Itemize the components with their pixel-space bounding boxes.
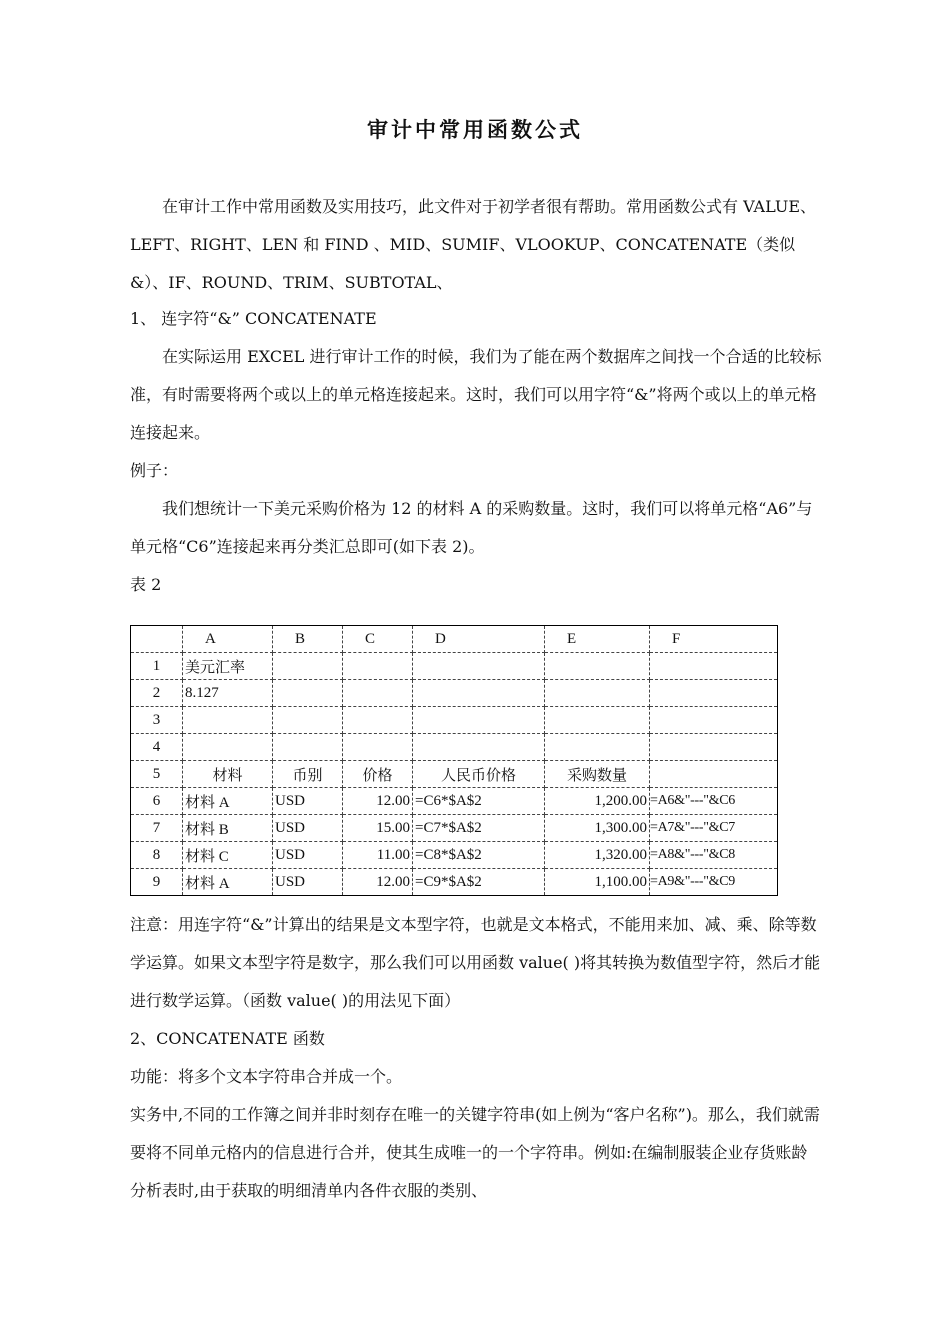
sheet-row	[131, 815, 778, 842]
sheet-cell: 1,320.00	[545, 842, 650, 869]
spreadsheet-table	[130, 625, 778, 896]
sheet-cell: =A8&"---"&C8	[650, 842, 778, 869]
sheet-cell	[545, 680, 650, 707]
sheet-cell: 12.00	[343, 788, 413, 815]
sheet-cell: =C6*$A$2	[413, 788, 545, 815]
sheet-row	[131, 761, 778, 788]
sheet-row	[131, 707, 778, 734]
section1-heading: 1、 连字符“&” CONCATENATE	[130, 309, 377, 328]
page-title: 审计中常用函数公式	[367, 118, 583, 142]
sheet-column-header: C	[343, 626, 413, 653]
sheet-cell	[273, 734, 343, 761]
sheet-cell: 材料 A	[183, 788, 273, 815]
sheet-cell: 材料 C	[183, 842, 273, 869]
sheet-cell	[343, 653, 413, 680]
sheet-cell: 12.00	[343, 869, 413, 896]
sheet-cell: =A6&"---"&C6	[650, 788, 778, 815]
sheet-cell	[650, 761, 778, 788]
sheet-cell	[413, 653, 545, 680]
sheet-cell: =C8*$A$2	[413, 842, 545, 869]
sheet-cell: 11.00	[343, 842, 413, 869]
sheet-cell: USD	[273, 869, 343, 896]
section2-function-line: 功能：将多个文本字符串合并成一个。	[130, 1067, 403, 1086]
example-label: 例子：	[130, 461, 179, 480]
sheet-cell: =C7*$A$2	[413, 815, 545, 842]
sheet-row-number: 9	[131, 869, 183, 896]
example-paragraph: 我们想统计一下美元采购价格为 12 的材料 A 的采购数量。这时，我们可以将单元格“A6”与单元格“C6”连接起来再分类汇总即可(如下表 2)。	[130, 499, 813, 556]
sheet-cell: =C9*$A$2	[413, 869, 545, 896]
sheet-cell	[545, 653, 650, 680]
sheet-cell: 人民币价格	[413, 761, 545, 788]
sheet-column-header: F	[650, 626, 778, 653]
sheet-cell: 材料 A	[183, 869, 273, 896]
sheet-column-header	[131, 626, 183, 653]
sheet-cell: 价格	[343, 761, 413, 788]
sheet-cell	[650, 707, 778, 734]
sheet-row-number: 6	[131, 788, 183, 815]
sheet-cell: 材料	[183, 761, 273, 788]
sheet-row	[131, 680, 778, 707]
section2-body: 实务中,不同的工作簿之间并非时刻存在唯一的关键字符串(如上例为“客户名称”)。那么，我们就需要将不同单元格内的信息进行合并，使其生成唯一的一个字符串。例如:在编制服装企业存货账龄分析表时,由于获取的明细清单内各件衣服的类别、	[130, 1105, 820, 1200]
sheet-cell	[650, 734, 778, 761]
sheet-cell	[650, 680, 778, 707]
sheet-cell: 1,300.00	[545, 815, 650, 842]
sheet-cell: 币别	[273, 761, 343, 788]
sheet-column-header: E	[545, 626, 650, 653]
sheet-cell	[650, 653, 778, 680]
sheet-row-number: 8	[131, 842, 183, 869]
sheet-cell: USD	[273, 815, 343, 842]
sheet-row-number: 3	[131, 707, 183, 734]
sheet-cell: 1,100.00	[545, 869, 650, 896]
sheet-row	[131, 653, 778, 680]
sheet-cell: =A9&"---"&C9	[650, 869, 778, 896]
sheet-cell: 美元汇率	[183, 653, 273, 680]
section1-body: 在实际运用 EXCEL 进行审计工作的时候，我们为了能在两个数据库之间找一个合适的比较标准，有时需要将两个或以上的单元格连接起来。这时，我们可以用字符“&”将两个或以上的单元格连接起来。	[130, 347, 822, 442]
sheet-cell: =A7&"---"&C7	[650, 815, 778, 842]
sheet-row-number: 1	[131, 653, 183, 680]
sheet-row	[131, 734, 778, 761]
sheet-row-number: 5	[131, 761, 183, 788]
sheet-cell	[343, 707, 413, 734]
sheet-row-number: 4	[131, 734, 183, 761]
sheet-cell	[183, 734, 273, 761]
sheet-cell	[183, 707, 273, 734]
sheet-cell	[413, 707, 545, 734]
intro-paragraph: 在审计工作中常用函数及实用技巧，此文件对于初学者很有帮助。常用函数公式有 VALUE、LEFT、RIGHT、LEN 和 FIND 、MID、SUMIF、VLOOKUP、CONCATENATE（类似&）、IF、ROUND、TRIM、SUBTOTAL、	[130, 197, 817, 292]
sheet-cell	[545, 707, 650, 734]
sheet-cell	[343, 734, 413, 761]
sheet-cell	[343, 680, 413, 707]
sheet-row-number: 2	[131, 680, 183, 707]
sheet-row	[131, 842, 778, 869]
sheet-cell	[413, 734, 545, 761]
sheet-cell	[273, 707, 343, 734]
sheet-row	[131, 788, 778, 815]
sheet-cell	[273, 653, 343, 680]
sheet-cell: 15.00	[343, 815, 413, 842]
sheet-cell	[273, 680, 343, 707]
section2-heading: 2、CONCATENATE 函数	[130, 1029, 325, 1048]
sheet-cell: 材料 B	[183, 815, 273, 842]
note-paragraph: 注意：用连字符“&”计算出的结果是文本型字符，也就是文本格式，不能用来加、减、乘、除等数学运算。如果文本型字符是数字，那么我们可以用函数 value( )将其转换为数值型字符，然后才能进行数学运算。（函数 value( )的用法见下面）	[130, 915, 821, 1010]
sheet-cell: USD	[273, 842, 343, 869]
sheet-cell: 8.127	[183, 680, 273, 707]
sheet-cell: 采购数量	[545, 761, 650, 788]
sheet-header-row	[131, 626, 778, 653]
sheet-row-number: 7	[131, 815, 183, 842]
sheet-column-header: B	[273, 626, 343, 653]
sheet-cell: USD	[273, 788, 343, 815]
sheet-column-header: A	[183, 626, 273, 653]
sheet-cell	[413, 680, 545, 707]
sheet-cell: 1,200.00	[545, 788, 650, 815]
table-label: 表 2	[130, 575, 162, 594]
sheet-cell	[545, 734, 650, 761]
sheet-row	[131, 869, 778, 896]
sheet-column-header: D	[413, 626, 545, 653]
